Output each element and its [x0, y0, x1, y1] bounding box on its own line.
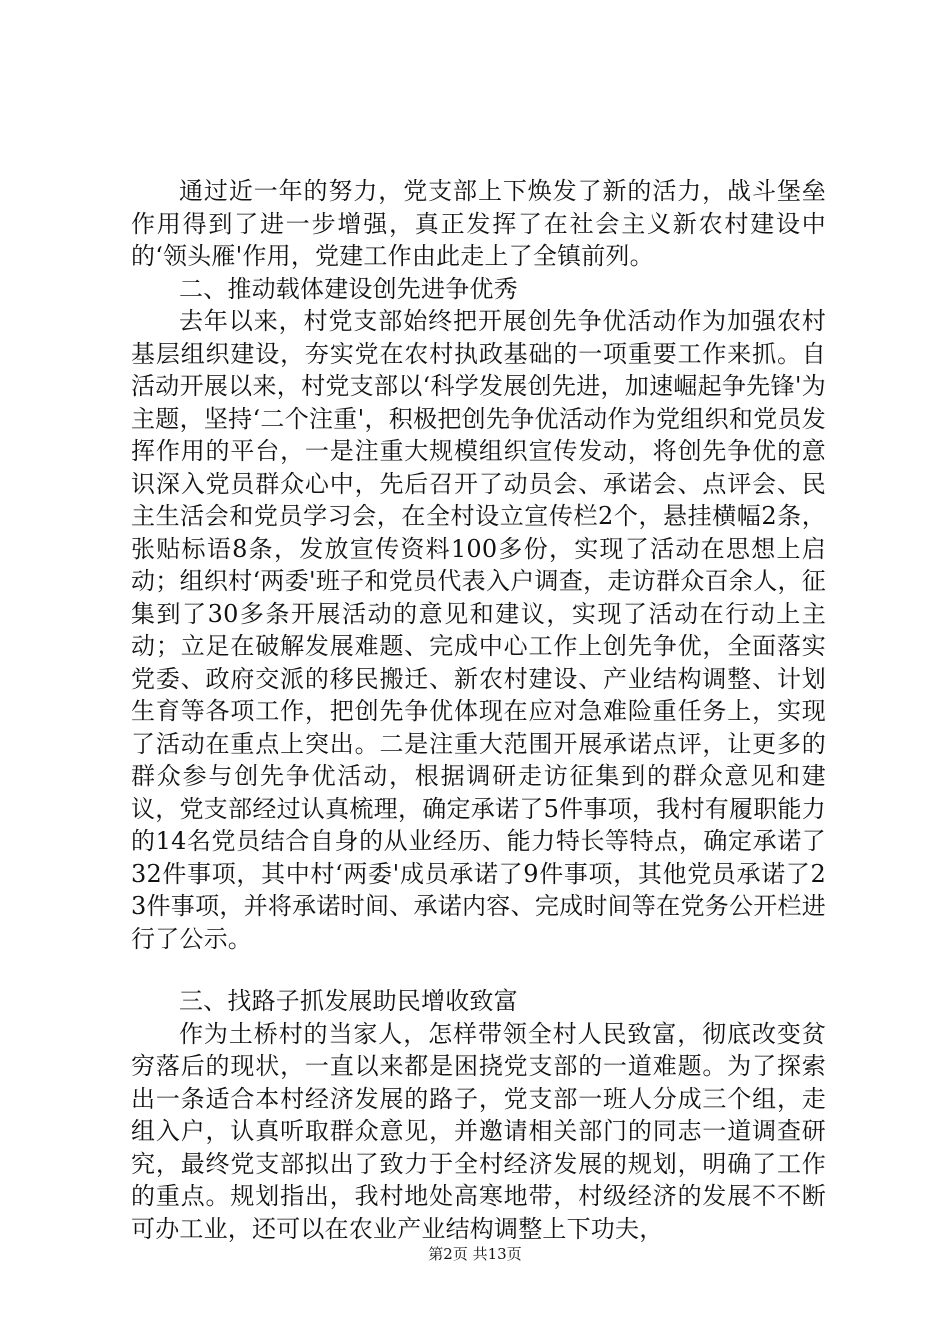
document-body: [131, 175, 826, 1245]
section-heading-2: 二、推动载体建设创先进争优秀: [179, 274, 518, 303]
paragraph-gap: [131, 955, 826, 985]
section-heading-3: 三、找路子抓发展助民增收致富: [179, 987, 518, 1015]
paragraph-activities: 去年以来，村党支部始终把开展创先争优活动作为加强农村基层组织建设，夯实党在农村执政基础的一项重要工作来抓。自活动开展以来，村党支部以‘科学发展创先进，加速崛起争先锋'为主题，坚持‘二个注重'，积极把创先争优活动作为党组织和党员发挥作用的平台，一是注重大规模组织宣传发动，将创先争优的意识深入党员群众心中，先后召开了动员会、承诺会、点评会、民主生活会和党员学习会，在全村设立宣传栏2个，悬挂横幅2条，张贴标语8条，发放宣传资料100多份，实现了活动在思想上启动；组织村‘两委'班子和党员代表入户调查，走访群众百余人，征集到了30多条开展活动的意见和建议，实现了活动在行动上主动；立足在破解发展难题、完成中心工作上创先争优，全面落实党委、政府交派的移民搬迁、新农村建设、产业结构调整、计划生育等各项工作，把创先争优体现在应对急难险重任务上，实现了活动在重点上突出。二是注重大范围开展承诺点评，让更多的群众参与创先争优活动，根据调研走访征集到的群众意见和建议，党支部经过认真梳理，确定承诺了5件事项，我村有履职能力的14名党员结合自身的从业经历、能力特长等特点，确定承诺了32件事项，其中村‘两委'成员承诺了9件事项，其他党员承诺了23件事项，并将承诺时间、承诺内容、完成时间等在党务公开栏进行了公示。: [131, 307, 826, 953]
paragraph-development: 作为土桥村的当家人，怎样带领全村人民致富，彻底改变贫穷落后的现状，一直以来都是困挠党支部的一道难题。为了探索出一条适合本村经济发展的路子，党支部一班人分成三个组，走组入户，认真听取群众意见，并邀请相关部门的同志一道调查研究，最终党支部拟出了致力于全村经济发展的规划，明确了工作的重点。规划指出，我村地处高寒地带，村级经济的发展不不断可办工业，还可以在农业产业结构调整上下功夫，: [131, 1019, 826, 1243]
paragraph-summary: 通过近一年的努力，党支部上下焕发了新的活力，战斗堡垒作用得到了进一步增强，真正发挥了在社会主义新农村建设中的‘领头雁'作用，党建工作由此走上了全镇前列。: [131, 177, 826, 270]
page-footer: 第2页 共13页: [428, 1245, 522, 1263]
